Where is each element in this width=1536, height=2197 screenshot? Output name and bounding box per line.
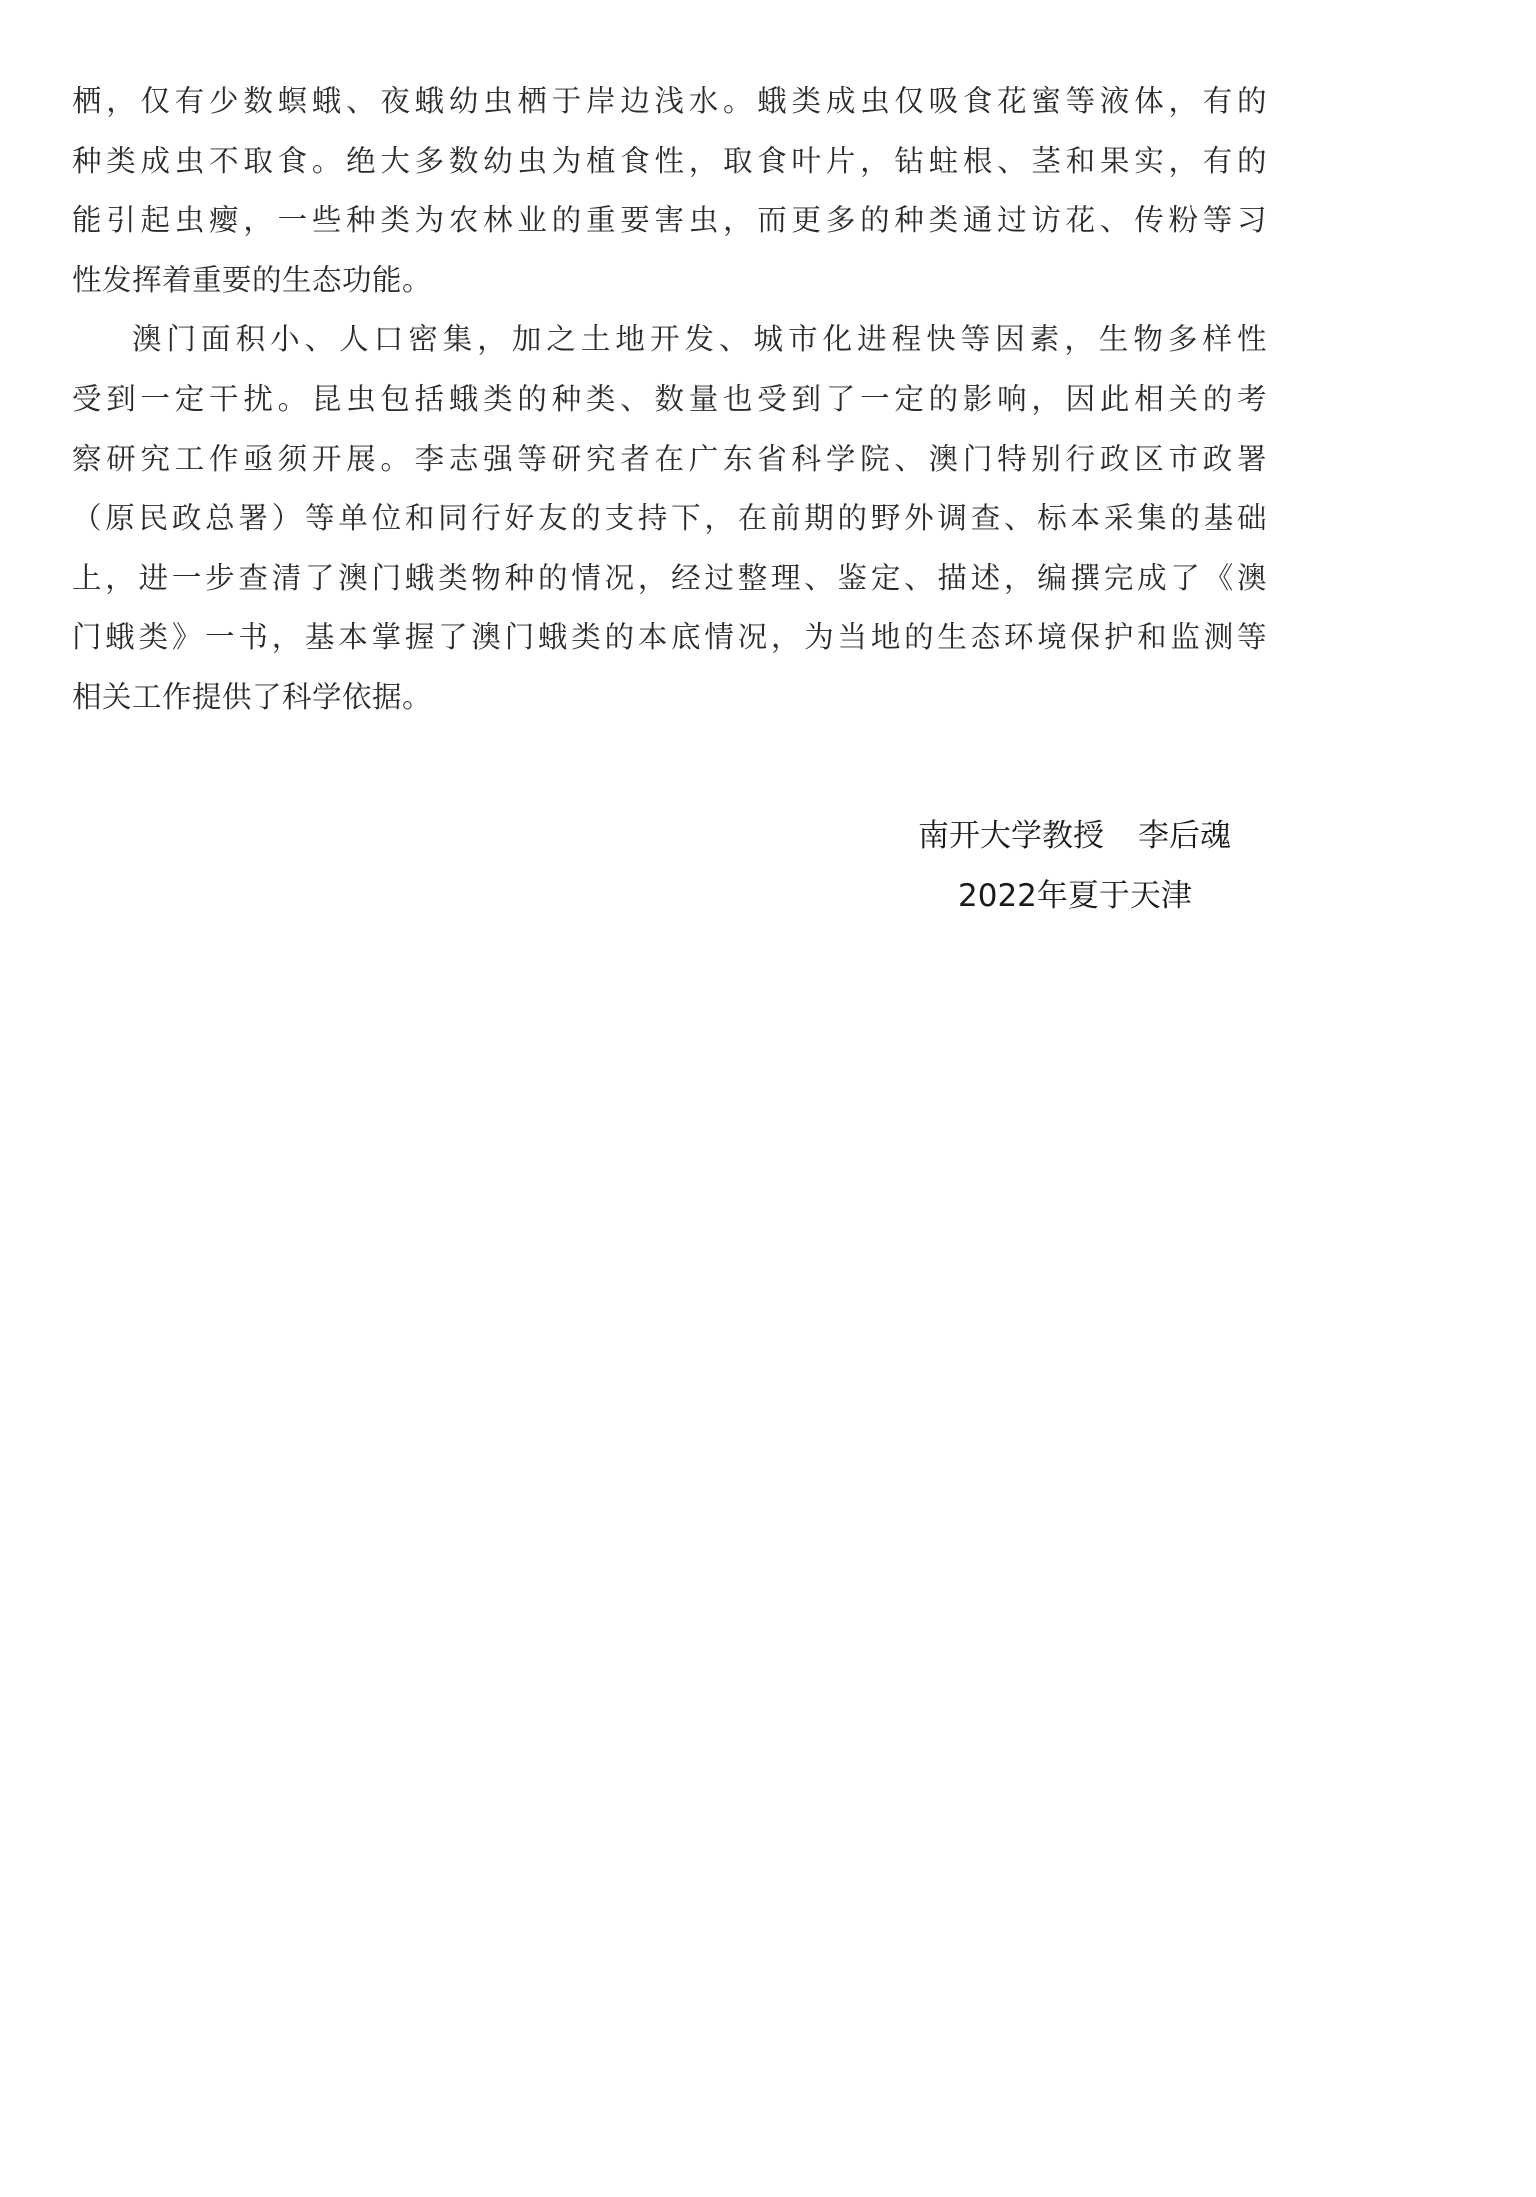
text-line: 察研究工作亟须开展。李志强等研究者在广东省科学院、澳门特别行政区市政署 (72, 441, 1267, 476)
signature-affiliation-line (918, 810, 1536, 855)
text-line: 相关工作提供了科学依据。 (72, 679, 433, 714)
paragraph-1 (72, 72, 1267, 310)
author-name: 李后魂 (1138, 818, 1231, 854)
text-line: （原民政总署）等单位和同行好友的支持下，在前期的野外调查、标本采集的基础 (72, 501, 1267, 536)
paragraph-2 (72, 310, 1267, 727)
text-line: 门蛾类》一书，基本掌握了澳门蛾类的本底情况，为当地的生态环境保护和监测等 (72, 620, 1267, 655)
text-line: 上，进一步查清了澳门蛾类物种的情况，经过整理、鉴定、描述，编撰完成了《澳 (72, 560, 1267, 595)
text-line: 种类成虫不取食。绝大多数幼虫为植食性，取食叶片，钻蛀根、茎和果实，有的 (72, 143, 1267, 178)
text-line: 性发挥着重要的生态功能。 (72, 262, 433, 297)
text-line: 栖，仅有少数螟蛾、夜蛾幼虫栖于岸边浅水。蛾类成虫仅吸食花蜜等液体，有的 (72, 84, 1267, 118)
body-text (72, 72, 1267, 728)
text-line: 受到一定干扰。昆虫包括蛾类的种类、数量也受到了一定的影响，因此相关的考 (72, 381, 1267, 416)
author-affiliation: 南开大学教授 (918, 818, 1104, 854)
text-line: 澳门面积小、人口密集，加之土地开发、城市化进程快等因素，生物多样性 (132, 322, 1267, 357)
signature-date-place: 2022年夏于天津 (958, 878, 1192, 914)
text-line: 能引起虫瘿，一些种类为农林业的重要害虫，而更多的种类通过访花、传粉等习 (72, 203, 1267, 238)
